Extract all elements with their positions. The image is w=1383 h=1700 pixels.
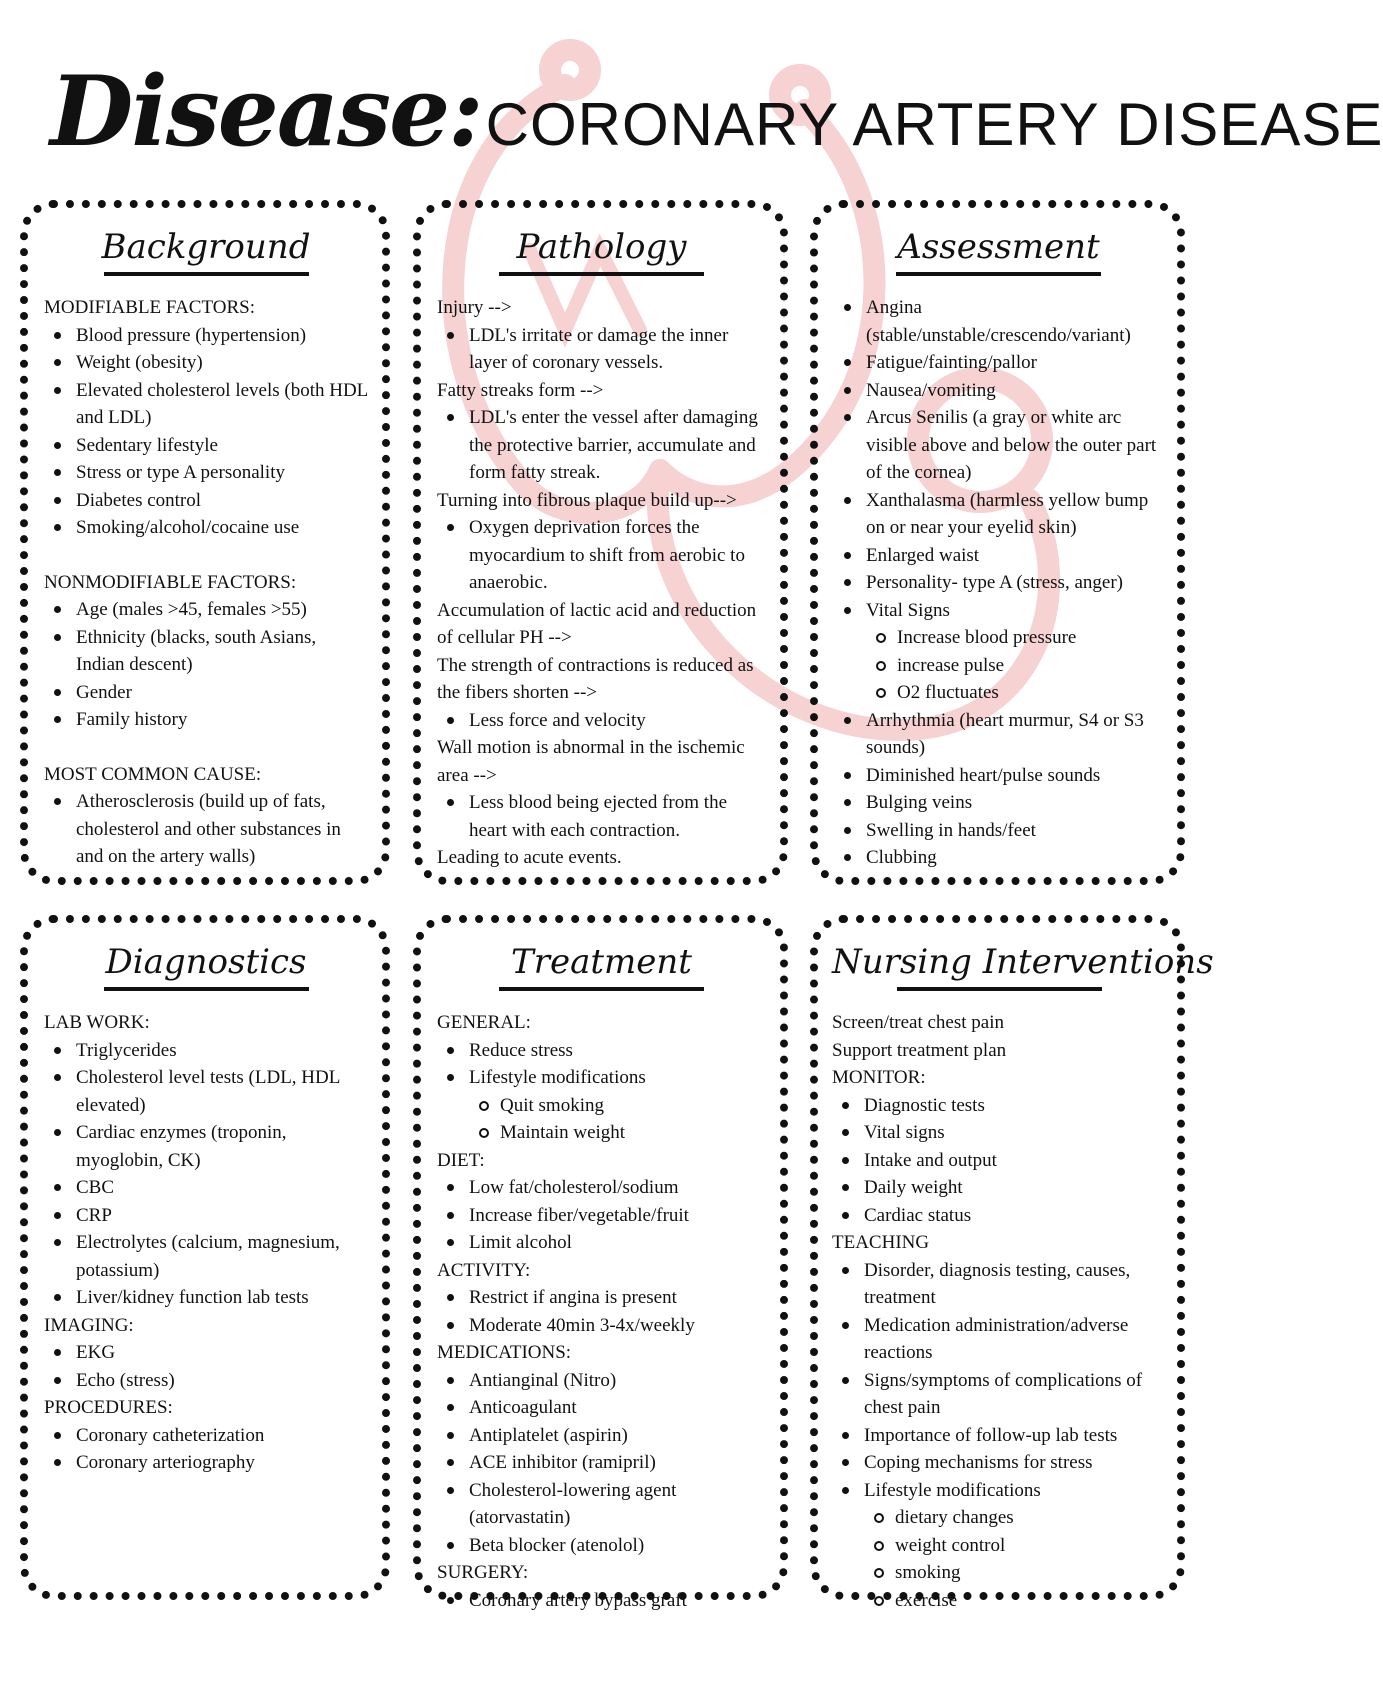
text-line: MONITOR: (832, 1067, 926, 1088)
bullet-item: Elevated cholesterol levels (both HDL and LDL) (44, 377, 368, 432)
bullet-item: Low fat/cholesterol/sodium (437, 1174, 766, 1202)
text-line: NONMODIFIABLE FACTORS: (44, 571, 297, 593)
heading-underline (104, 272, 309, 276)
sub-bullet-item: weight control (832, 1532, 1167, 1560)
sub-bullet-item: Quit smoking (437, 1092, 766, 1120)
bullet-item: Less force and velocity (437, 707, 766, 735)
text-line: Fatty streaks form --> (437, 379, 604, 401)
bullet-item: Restrict if angina is present (437, 1284, 766, 1312)
sub-bullet-item: increase pulse (834, 652, 1163, 680)
bullet-item: Coronary artery bypass graft (437, 1587, 766, 1615)
bullet-item: Diminished heart/pulse sounds (834, 762, 1163, 790)
bullet-item: Age (males >45, females >55) (44, 596, 368, 624)
bullet-item: Enlarged waist (834, 542, 1163, 570)
bullet-item: Anticoagulant (437, 1394, 766, 1422)
page-title (50, 55, 1383, 168)
sub-bullet-item: dietary changes (832, 1504, 1167, 1532)
bullet-item: Antiplatelet (aspirin) (437, 1422, 766, 1450)
text-line: Wall motion is abnormal in the ischemic area --> (437, 737, 745, 786)
sub-bullet-item: O2 fluctuates (834, 679, 1163, 707)
card-body (44, 1009, 368, 1477)
bullet-item: Reduce stress (437, 1037, 766, 1065)
bullet-item: Arrhythmia (heart murmur, S4 or S3 sounds) (834, 707, 1163, 762)
bullet-item: Oxygen deprivation forces the myocardium to shift from aerobic to anaerobic. (437, 514, 766, 597)
card-body (437, 294, 766, 872)
bullet-item: Cardiac enzymes (troponin, myoglobin, CK) (44, 1119, 368, 1174)
bullet-item: Coping mechanisms for stress (832, 1449, 1167, 1477)
bullet-item: Liver/kidney function lab tests (44, 1284, 368, 1312)
sub-bullet-item: Maintain weight (437, 1119, 766, 1147)
bullet-item: Beta blocker (atenolol) (437, 1532, 766, 1560)
bullet-item: Arcus Senilis (a gray or white arc visible above and below the outer part of the cornea) (834, 404, 1163, 487)
card-body (437, 1009, 766, 1614)
text-line: SURGERY: (437, 1562, 529, 1583)
heading-underline (499, 272, 704, 276)
card-pathology (413, 200, 788, 885)
bullet-item: Xanthalasma (harmless yellow bump on or near your eyelid skin) (834, 487, 1163, 542)
bullet-item: Smoking/alcohol/cocaine use (44, 514, 368, 542)
card-heading: Pathology (516, 227, 687, 267)
text-line: PROCEDURES: (44, 1397, 173, 1418)
card-background (20, 200, 390, 885)
card-diagnostics (20, 915, 390, 1600)
heading-underline (897, 987, 1102, 991)
bullet-item: Diabetes control (44, 487, 368, 515)
heading-underline (896, 272, 1101, 276)
bullet-item: Fatigue/fainting/pallor (834, 349, 1163, 377)
bullet-item: Vital signs (832, 1119, 1167, 1147)
bullet-item: Triglycerides (44, 1037, 368, 1065)
bullet-item: Cholesterol level tests (LDL, HDL elevated) (44, 1064, 368, 1119)
bullet-item: Less blood being ejected from the heart with each contraction. (437, 789, 766, 844)
bullet-item: CRP (44, 1202, 368, 1230)
bullet-item: Family history (44, 706, 368, 734)
card-assessment (810, 200, 1185, 885)
bullet-item: Importance of follow-up lab tests (832, 1422, 1167, 1450)
sub-bullet-item: Increase blood pressure (834, 624, 1163, 652)
card-body (44, 294, 368, 871)
title-main: CORONARY ARTERY DISEASE (485, 91, 1383, 158)
bullet-item: Clubbing (834, 844, 1163, 872)
bullet-item: Daily weight (832, 1174, 1167, 1202)
card-heading: Assessment (897, 227, 1100, 267)
bullet-item: Nausea/vomiting (834, 377, 1163, 405)
bullet-item: CBC (44, 1174, 368, 1202)
text-line: Screen/treat chest pain (832, 1012, 1004, 1033)
bullet-item: Intake and output (832, 1147, 1167, 1175)
bullet-item: Electrolytes (calcium, magnesium, potassium) (44, 1229, 368, 1284)
card-heading: Background (101, 227, 311, 267)
bullet-item: Bulging veins (834, 789, 1163, 817)
heading-underline (499, 987, 704, 991)
bullet-item: Increase fiber/vegetable/fruit (437, 1202, 766, 1230)
text-line: TEACHING (832, 1232, 930, 1253)
text-line: MOST COMMON CAUSE: (44, 763, 262, 785)
bullet-item: Gender (44, 679, 368, 707)
bullet-item: Blood pressure (hypertension) (44, 322, 368, 350)
text-line: Support treatment plan (832, 1039, 1007, 1061)
text-line: Turning into fibrous plaque build up--> (437, 489, 737, 511)
text-line: MODIFIABLE FACTORS: (44, 297, 255, 318)
text-line: GENERAL: (437, 1012, 531, 1033)
bullet-item: EKG (44, 1339, 368, 1367)
card-body (834, 294, 1163, 872)
bullet-item: Weight (obesity) (44, 349, 368, 377)
card-nursing-interventions (810, 915, 1214, 1611)
bullet-item: Moderate 40min 3-4x/weekly (437, 1312, 766, 1340)
card-heading: Nursing Interventions (832, 942, 1214, 982)
bullet-item: LDL's irritate or damage the inner layer of coronary vessels. (437, 322, 766, 377)
bullet-item: Lifestyle modifications (437, 1064, 766, 1092)
card-heading: Diagnostics (105, 942, 307, 982)
text-line: LAB WORK: (44, 1012, 150, 1033)
bullet-item: Echo (stress) (44, 1367, 368, 1395)
title-script: Disease: (50, 55, 482, 168)
bullet-item: Antianginal (Nitro) (437, 1367, 766, 1395)
bullet-item: Ethnicity (blacks, south Asians, Indian descent) (44, 624, 368, 679)
bullet-item: Cardiac status (832, 1202, 1167, 1230)
bullet-item: Vital Signs (834, 597, 1163, 625)
bullet-item: Medication administration/adverse reactions (832, 1312, 1167, 1367)
bullet-item: Atherosclerosis (build up of fats, cholesterol and other substances in and on the artery walls) (44, 788, 368, 871)
card-heading: Treatment (511, 942, 692, 982)
bullet-item: Cholesterol-lowering agent (atorvastatin) (437, 1477, 766, 1532)
sub-bullet-item: smoking (832, 1559, 1167, 1587)
text-line: Accumulation of lactic acid and reduction of cellular PH --> (437, 599, 757, 648)
bullet-item: Lifestyle modifications (832, 1477, 1167, 1505)
bullet-item: Limit alcohol (437, 1229, 766, 1257)
bullet-item: LDL's enter the vessel after damaging the protective barrier, accumulate and form fatty streak. (437, 404, 766, 487)
bullet-item: Coronary catheterization (44, 1422, 368, 1450)
bullet-item: Sedentary lifestyle (44, 432, 368, 460)
text-line: ACTIVITY: (437, 1259, 531, 1281)
text-line: IMAGING: (44, 1314, 134, 1336)
text-line: DIET: (437, 1149, 485, 1171)
heading-underline (104, 987, 309, 991)
text-line: Leading to acute events. (437, 847, 622, 868)
card-body (832, 1009, 1167, 1614)
bullet-item: Coronary arteriography (44, 1449, 368, 1477)
text-line: MEDICATIONS: (437, 1342, 572, 1363)
bullet-item: Disorder, diagnosis testing, causes, treatment (832, 1257, 1167, 1312)
bullet-item: Stress or type A personality (44, 459, 368, 487)
sub-bullet-item: exercise (832, 1587, 1167, 1615)
text-line: The strength of contractions is reduced as the fibers shorten --> (437, 654, 754, 703)
bullet-item: Personality- type A (stress, anger) (834, 569, 1163, 597)
bullet-item: ACE inhibitor (ramipril) (437, 1449, 766, 1477)
text-line: Injury --> (437, 297, 512, 318)
bullet-item: Signs/symptoms of complications of chest pain (832, 1367, 1167, 1422)
card-treatment (413, 915, 788, 1611)
bullet-item: Swelling in hands/feet (834, 817, 1163, 845)
bullet-item: Angina (stable/unstable/crescendo/variant) (834, 294, 1163, 349)
bullet-item: Diagnostic tests (832, 1092, 1167, 1120)
